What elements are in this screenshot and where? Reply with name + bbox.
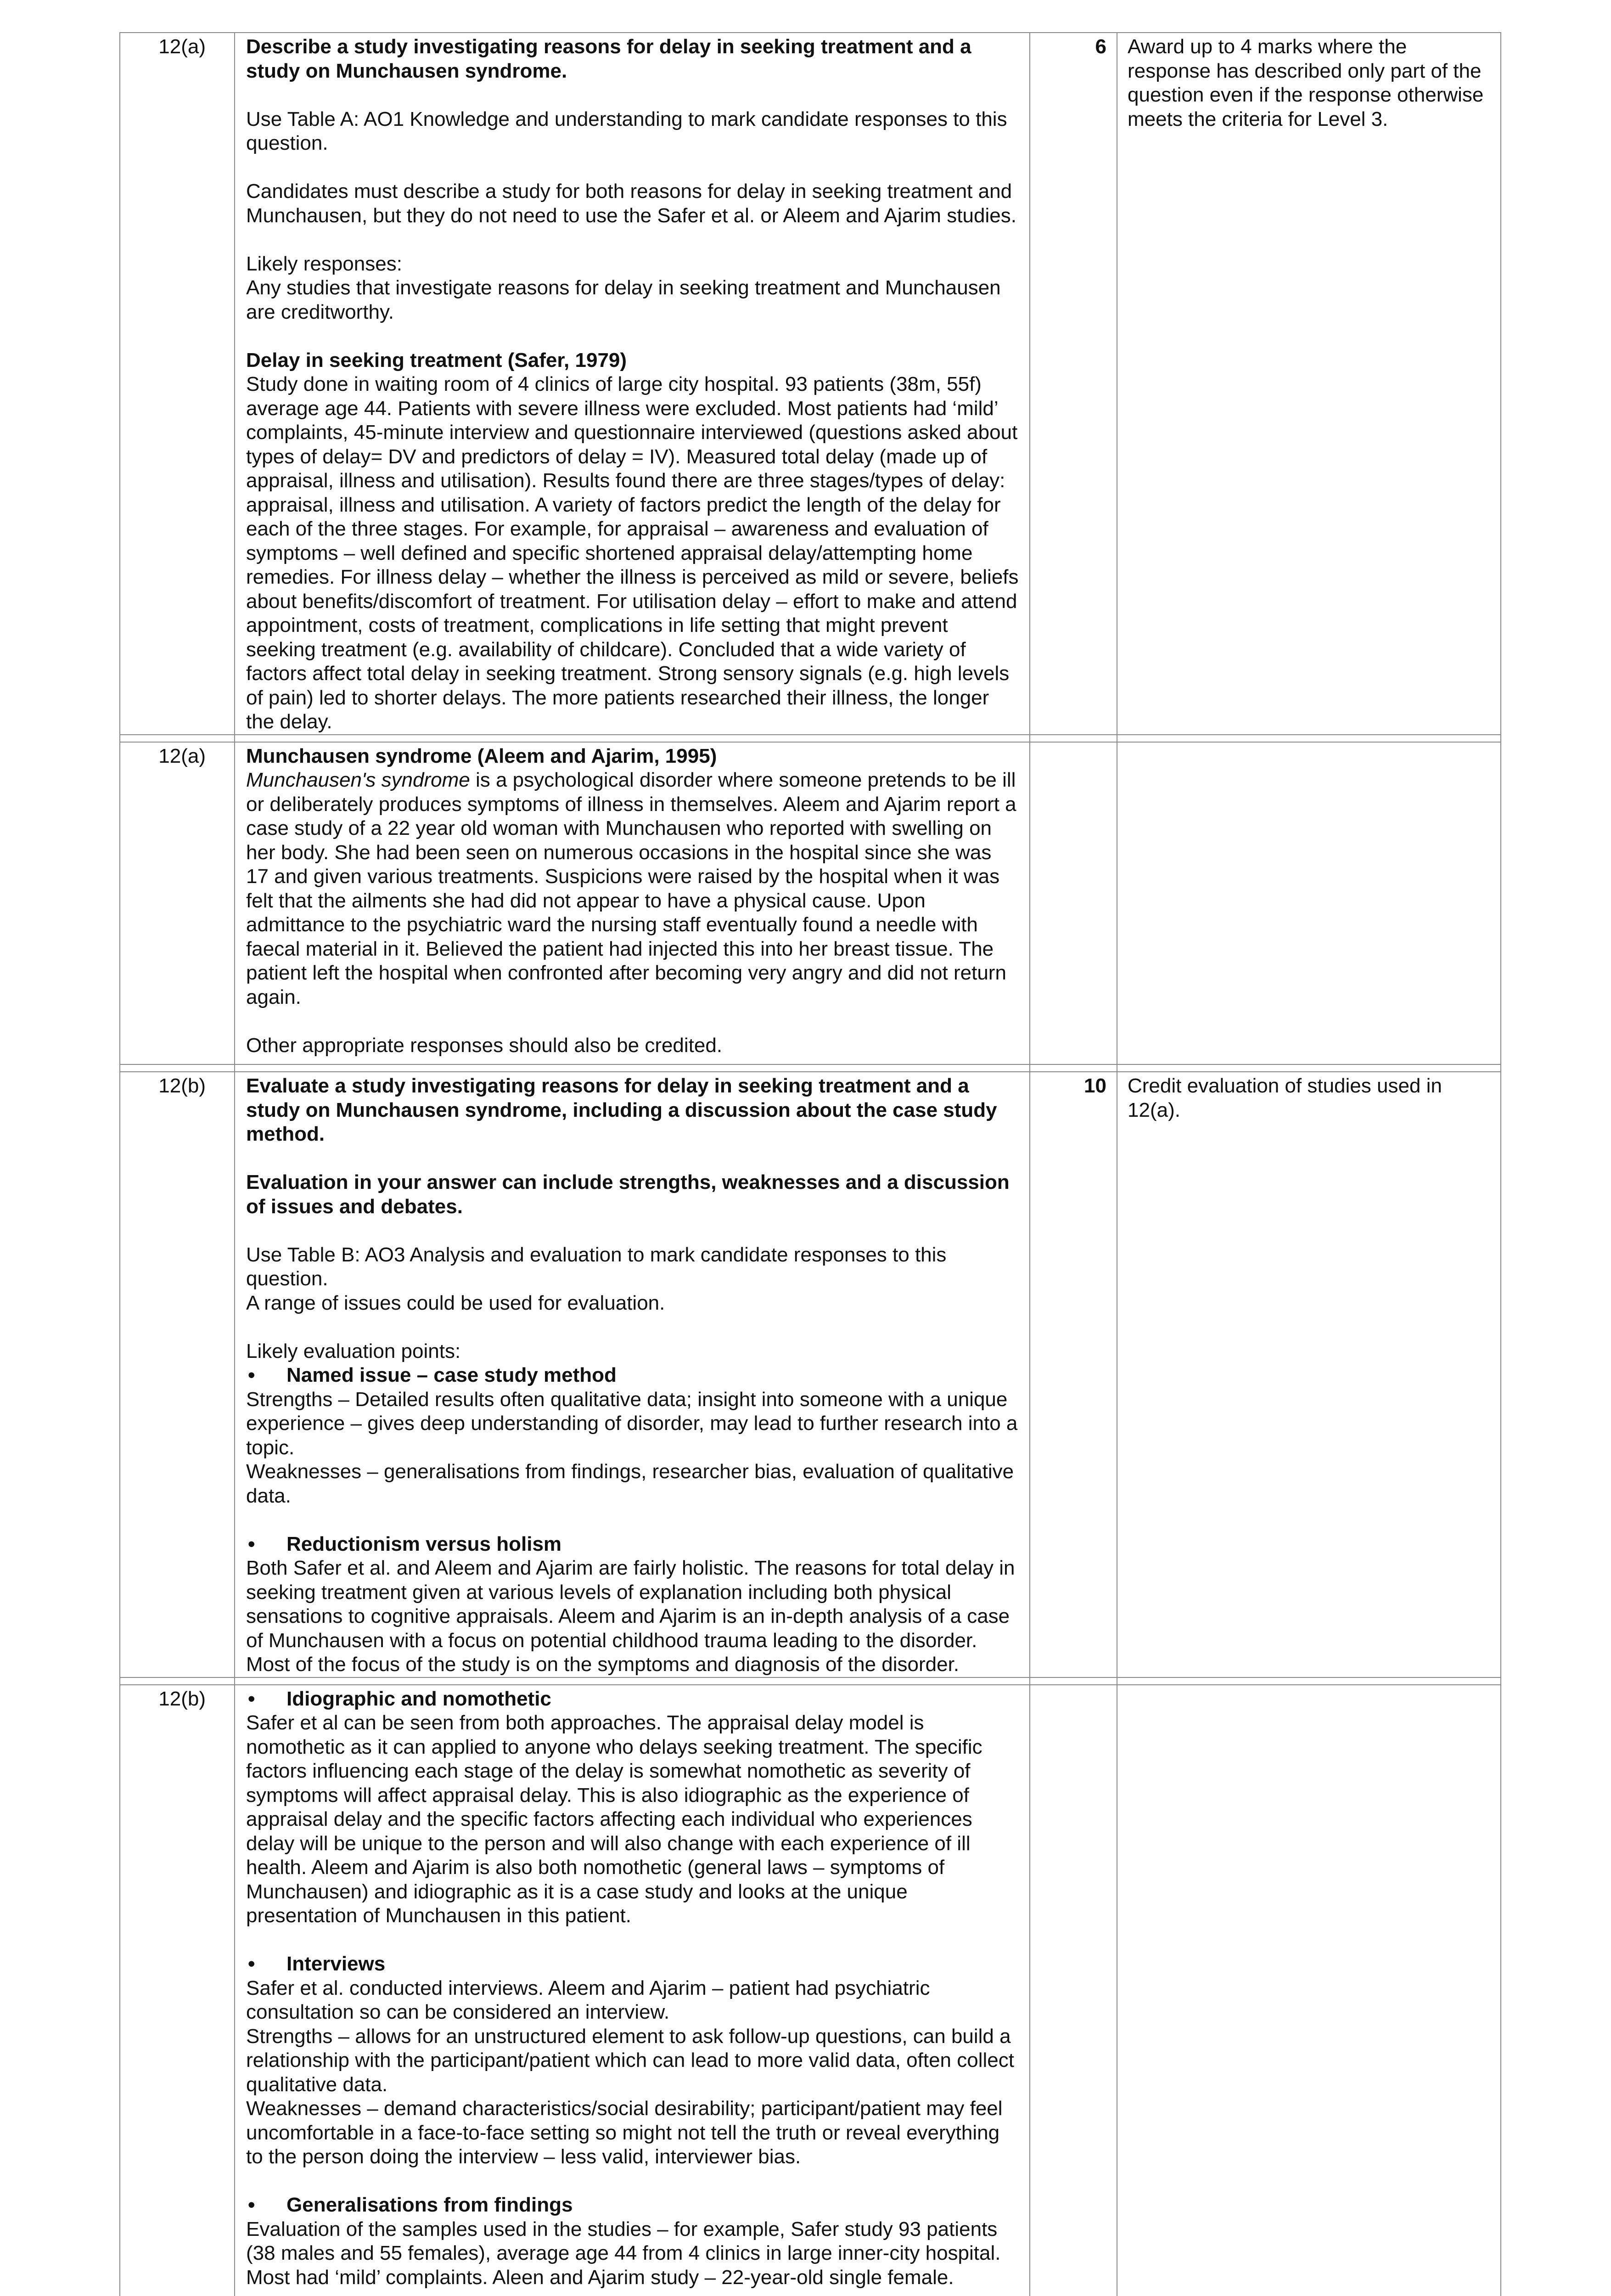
answer-cell [235, 1685, 1030, 2296]
paragraph-heading: Likely responses: [246, 252, 402, 275]
guidance-cell [1117, 742, 1501, 1065]
table-row [120, 742, 1501, 1065]
question-number: 12(b) [120, 1685, 235, 2296]
paragraph: Strengths – allows for an unstructured element to ask follow-up questions, can build a relationship with the participant/patient which can lead to more valid data, often collect qualitative data. [246, 2025, 1014, 2096]
question-number: 12(a) [120, 33, 235, 735]
question-text: Evaluation in your answer can include strengths, weaknesses and a discussion of issues and debates. [246, 1171, 1010, 1218]
paragraph: Safer et al can be seen from both approaches. The appraisal delay model is nomothetic as it can applied to anyone who delays seeking treatment. The specific factors influencing each stage of the delay is somewhat nomothetic as severity of symptoms will affect appraisal delay. This is also idiographic as the experience of appraisal delay and the specific factors affecting each individual who experiences delay will be unique to the person and will also change with each experience of ill health. Aleem and Ajarim is also both nomothetic (general laws – symptoms of Munchausen) and idiographic as it is a case study and looks at the unique presentation of Munchausen in this patient. [246, 1711, 982, 1927]
paragraph-heading: Likely evaluation points: [246, 1339, 461, 1362]
table-row [120, 33, 1501, 735]
guidance-cell [1117, 1685, 1501, 2296]
bullet-list [246, 1363, 1019, 1388]
marks-cell [1030, 742, 1117, 1065]
paragraph: Candidates must describe a study for both reasons for delay in seeking treatment and Munchausen, but they do not need to use the Safer et al. or Aleem and Ajarim studies. [246, 180, 1016, 227]
list-item: • Idiographic and nomothetic [246, 1687, 1019, 1711]
question-text: Describe a study investigating reasons for delay in seeking treatment and a study on Munchausen syndrome. [246, 35, 971, 82]
row-separator [120, 735, 1501, 742]
answer-cell [235, 33, 1030, 735]
paragraph: Safer et al. conducted interviews. Aleem and Ajarim – patient had psychiatric consultation so can be considered an interview. [246, 1976, 930, 2023]
row-separator [120, 1677, 1501, 1685]
question-number: 12(a) [120, 742, 235, 1065]
question-text: Evaluate a study investigating reasons for delay in seeking treatment and a study on Munchausen syndrome, including a discussion about the case study method. [246, 1075, 997, 1145]
guidance-cell: Credit evaluation of studies used in 12(a). [1117, 1072, 1501, 1677]
guidance-cell: Award up to 4 marks where the response has described only part of the question even if the response otherwise meets the criteria for Level 3. [1117, 33, 1501, 735]
paragraph: Other appropriate responses should also be credited. [246, 1034, 723, 1057]
paragraph: Evaluation of the samples used in the studies – for example, Safer study 93 patients (38 males and 55 females), average age 44 from 4 clinics in large inner-city hospital. Most had ‘mild’ complaints. Aleen and Ajarim study – 22-year-old single female. [246, 2217, 1001, 2289]
mark-scheme-table [119, 32, 1501, 2296]
list-item: • Interviews [246, 1952, 1019, 1976]
marks-cell [1030, 1685, 1117, 2296]
study-description: Study done in waiting room of 4 clinics of large city hospital. 93 patients (38m, 55f) average age 44. Patients with severe illness were excluded. Most patients had ‘mild’ complaints, 45-minute interview and questionnaire interviewed (questions asked about types of delay= DV and predictors of delay = IV). Measured total delay (made up of appraisal, illness and utilisation). Results found there are three stages/types of delay: appraisal, illness and utilisation. A variety of factors predict the length of the delay for each of the three stages. For example, for appraisal – awareness and evaluation of symptoms – well defined and specific shortened appraisal delay/attempting home remedies. For illness delay – whether the illness is perceived as mild or severe, beliefs about benefits/discomfort of treatment. For utilisation delay – effort to make and attend appointment, costs of treatment, complications in life setting that might prevent seeking treatment (e.g. availability of childcare). Concluded that a wide variety of factors affect total delay in seeking treatment. Strong sensory signals (e.g. high levels of pain) led to shorter delays. The more patients researched their illness, the longer the delay. [246, 373, 1019, 733]
answer-cell [235, 742, 1030, 1065]
answer-cell [235, 1072, 1030, 1677]
paragraph: A range of issues could be used for evaluation. [246, 1291, 665, 1314]
paragraph: Strengths – Detailed results often qualitative data; insight into someone with a unique experience – gives deep understanding of disorder, may lead to further research into a topic. [246, 1388, 1018, 1459]
paragraph: Weaknesses – generalisations from findings, researcher bias, evaluation of qualitative data. [246, 1460, 1014, 1507]
marks-cell: 6 [1030, 33, 1117, 735]
study-heading: Delay in seeking treatment (Safer, 1979) [246, 349, 627, 371]
question-number: 12(b) [120, 1072, 235, 1677]
paragraph: Both Safer et al. and Aleem and Ajarim are fairly holistic. The reasons for total delay in seeking treatment given at various levels of explanation including both physical sensations to cognitive appraisals. Aleem and Ajarim is an in-depth analysis of a case of Munchausen with a focus on potential childhood trauma leading to the disorder. Most of the focus of the study is on the symptoms and diagnosis of the disorder. [246, 1557, 1015, 1676]
marks-cell: 10 [1030, 1072, 1117, 1677]
paragraph: Any studies that investigate reasons for delay in seeking treatment and Munchausen are creditworthy. [246, 276, 1001, 323]
table-row [120, 1072, 1501, 1677]
table-row [120, 1685, 1501, 2296]
list-item: • Generalisations from findings [246, 2193, 1019, 2217]
study-description: Munchausen's syndrome is a psychological disorder where someone pretends to be ill or deliberately produces symptoms of illness in themselves. Aleem and Ajarim report a case study of a 22 year old woman with Munchausen who reported with swelling on her body. She had been seen on numerous occasions in the hospital since she was 17 and given various treatments. Suspicions were raised by the hospital when it was felt that the ailments she had did not appear to have a physical cause. Upon admittance to the psychiatric ward the nursing staff eventually found a needle with faecal material in it. Believed the patient had injected this into her breast tissue. The patient left the hospital when confronted after becoming very angry and did not return again. [246, 769, 1016, 1008]
bullet-list [246, 1952, 1019, 1976]
bullet-list [246, 1687, 1019, 1711]
bullet-list [246, 2193, 1019, 2217]
bullet-list [246, 1532, 1019, 1557]
paragraph: Weaknesses – demand characteristics/social desirability; participant/patient may feel uncomfortable in a face-to-face setting so might not tell the truth or reveal everything to the person doing the interview – less valid, interviewer bias. [246, 2097, 1003, 2168]
defined-term: Munchausen's syndrome [246, 769, 470, 791]
paragraph: Use Table B: AO3 Analysis and evaluation to mark candidate responses to this question. [246, 1243, 947, 1290]
list-item: • Named issue – case study method [246, 1363, 1019, 1388]
row-separator [120, 1064, 1501, 1072]
paragraph: Use Table A: AO1 Knowledge and understanding to mark candidate responses to this question. [246, 107, 1007, 154]
list-item: • Reductionism versus holism [246, 1532, 1019, 1557]
study-heading: Munchausen syndrome (Aleem and Ajarim, 1995) [246, 744, 717, 767]
